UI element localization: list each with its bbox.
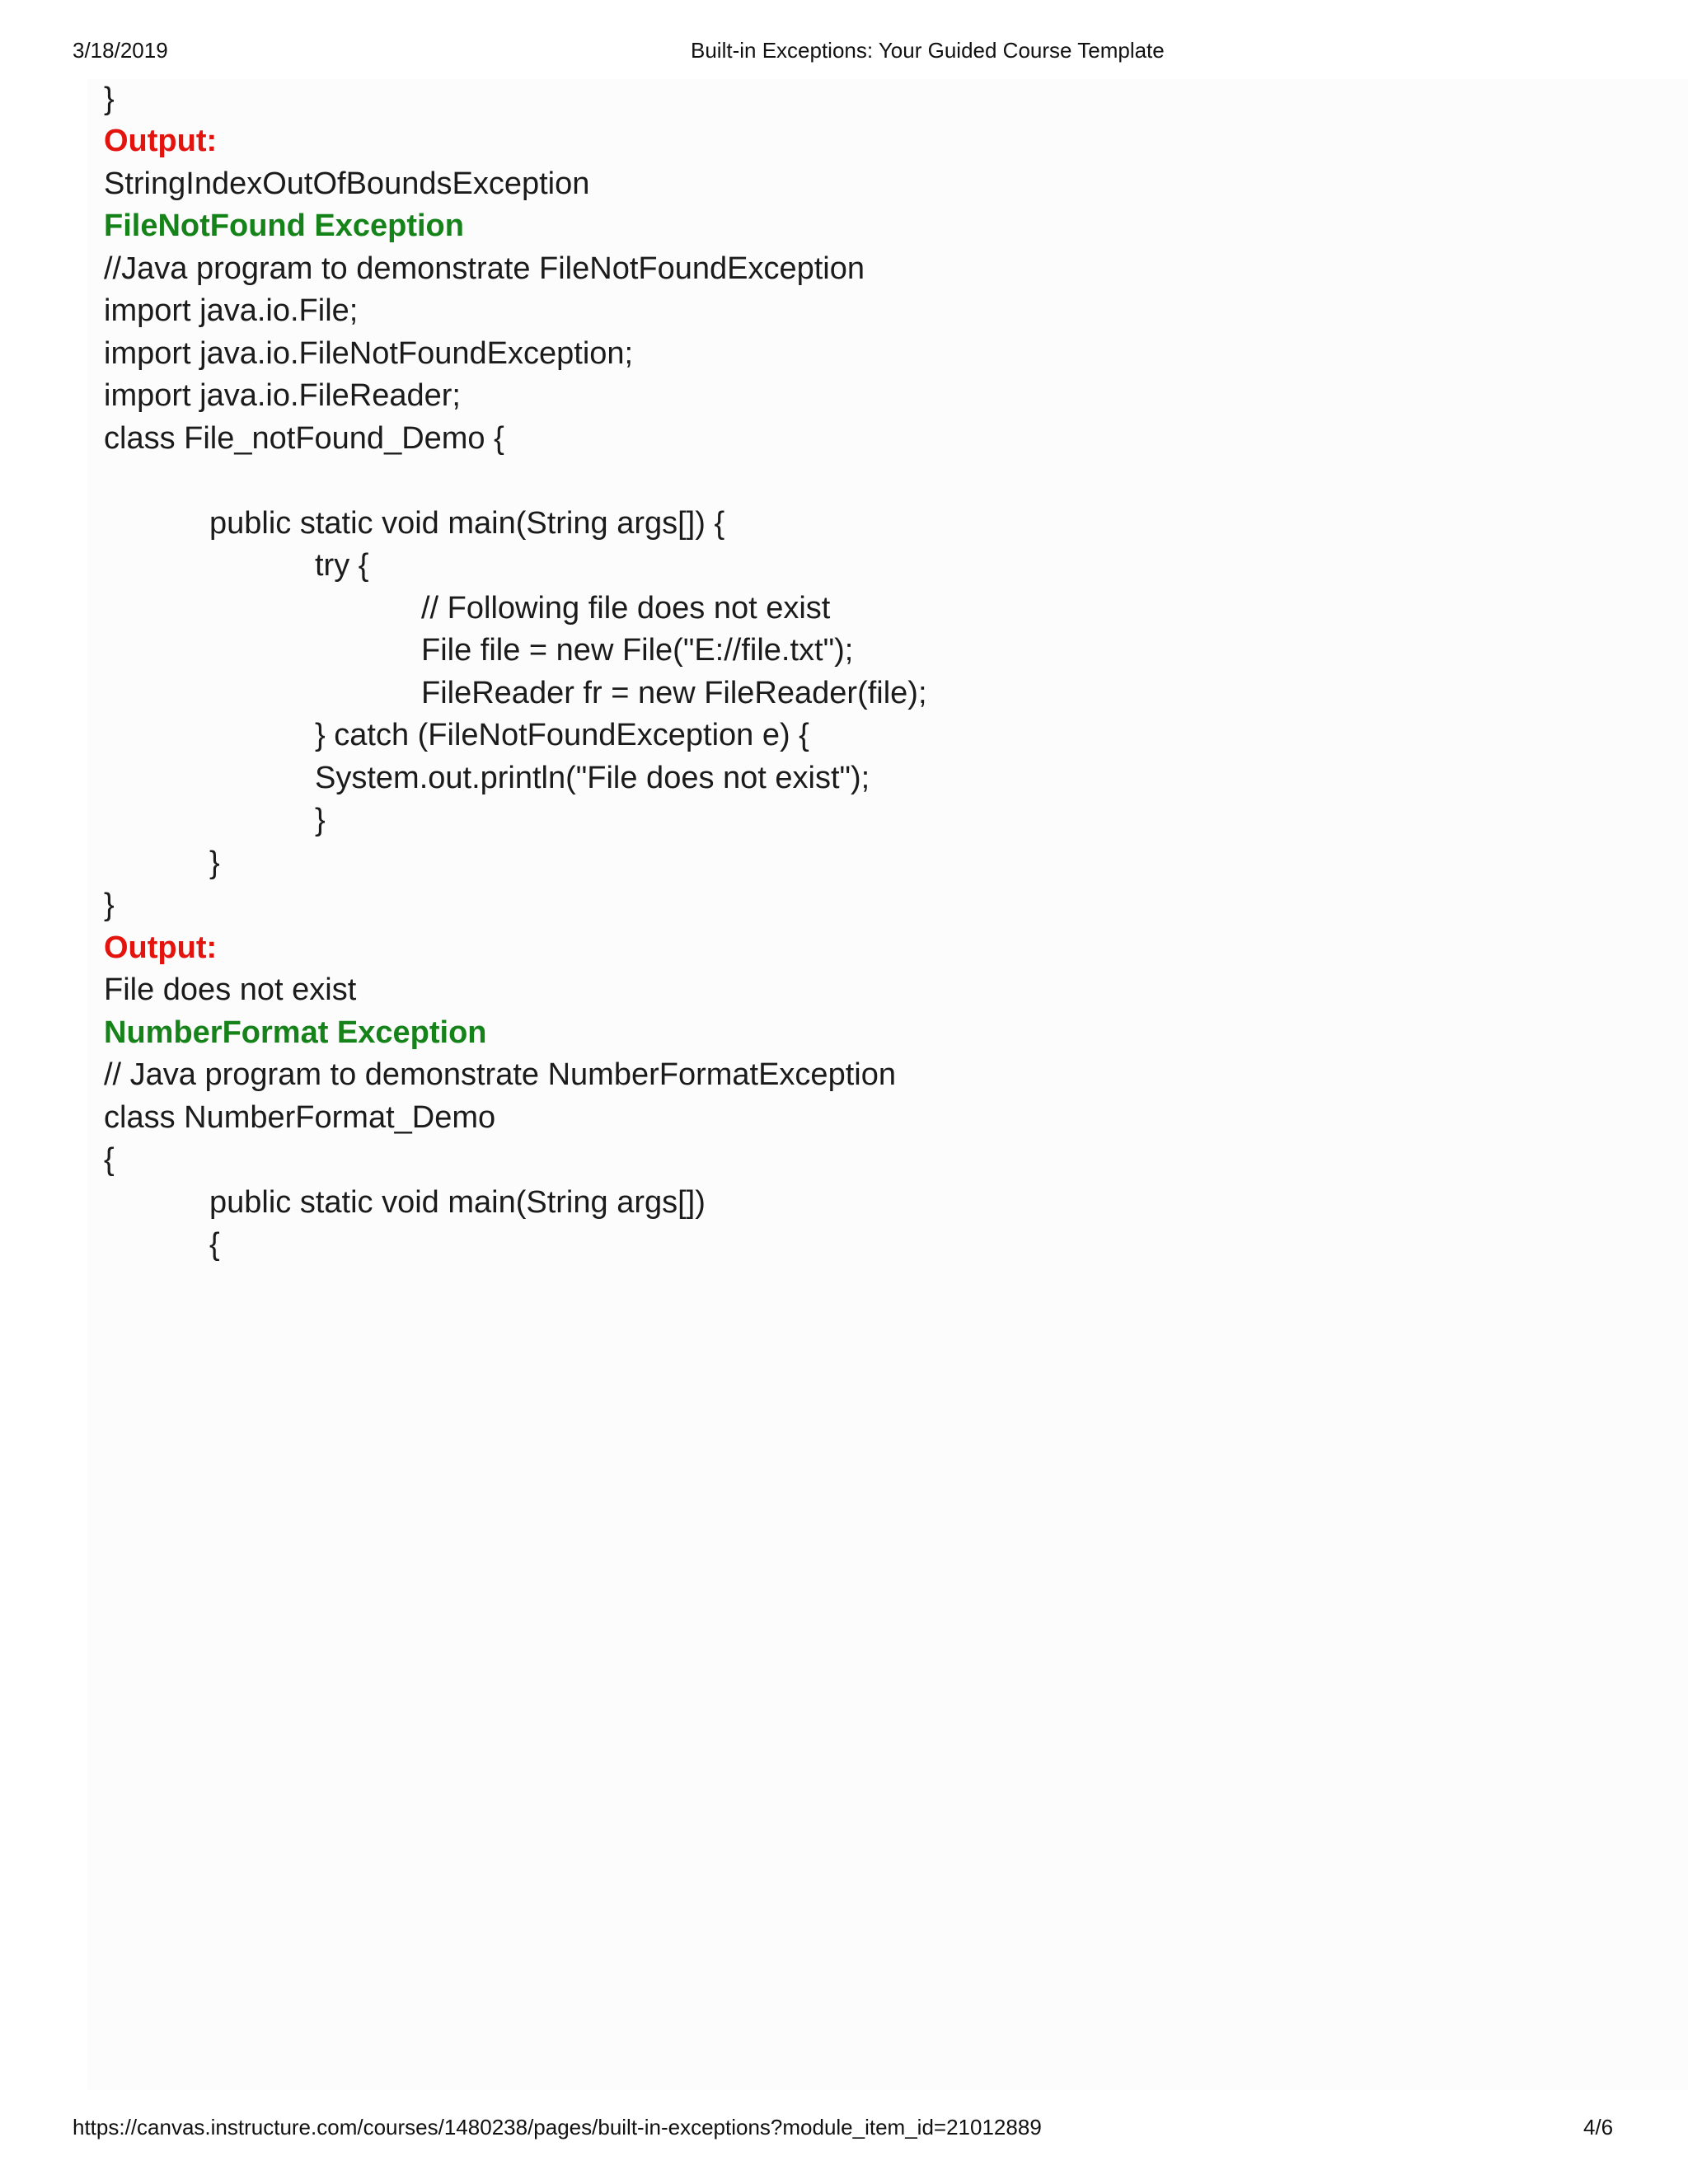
- code-line: import java.io.File;: [104, 293, 359, 328]
- print-header: [0, 38, 1688, 71]
- code-line: }: [104, 888, 115, 922]
- code-line: // Java program to demonstrate NumberFormatException: [104, 1057, 896, 1092]
- code-line: class NumberFormat_Demo: [104, 1100, 496, 1135]
- code-line: File file = new File("E://file.txt");: [421, 633, 854, 668]
- code-line: public static void main(String args[]) {: [209, 506, 725, 541]
- code-line: // Following file does not exist: [421, 591, 831, 626]
- page-number: 4/6: [1583, 2115, 1614, 2139]
- code-line: {: [209, 1227, 220, 1262]
- output-heading: Output:: [104, 124, 218, 158]
- code-line: } catch (FileNotFoundException e) {: [315, 718, 809, 752]
- page-url: https://canvas.instructure.com/courses/1480238/pages/built-in-exceptions?module_item_id=21012889: [73, 2115, 1042, 2139]
- print-date: 3/18/2019: [73, 38, 168, 63]
- code-line: import java.io.FileNotFoundException;: [104, 336, 634, 371]
- code-line: import java.io.FileReader;: [104, 378, 461, 413]
- code-line: FileReader fr = new FileReader(file);: [421, 676, 927, 710]
- output-text: File does not exist: [104, 972, 357, 1007]
- section-heading-numberformat: NumberFormat Exception: [104, 1015, 487, 1050]
- code-line: }: [209, 846, 220, 880]
- code-line: //Java program to demonstrate FileNotFoundException: [104, 251, 865, 286]
- section-heading-filenotfound: FileNotFound Exception: [104, 209, 464, 243]
- code-line: class File_notFound_Demo {: [104, 421, 504, 456]
- code-line: System.out.println("File does not exist");: [315, 761, 870, 795]
- code-line: }: [315, 803, 326, 837]
- code-line: }: [104, 82, 115, 116]
- output-text: StringIndexOutOfBoundsException: [104, 166, 590, 201]
- output-heading: Output:: [104, 930, 218, 965]
- print-footer: [0, 2115, 1688, 2148]
- page-content: [87, 79, 1688, 2090]
- page-title: Built-in Exceptions: Your Guided Course Template: [691, 38, 1165, 63]
- code-line: public static void main(String args[]): [209, 1185, 706, 1220]
- code-line: {: [104, 1142, 115, 1177]
- code-line: try {: [315, 548, 369, 583]
